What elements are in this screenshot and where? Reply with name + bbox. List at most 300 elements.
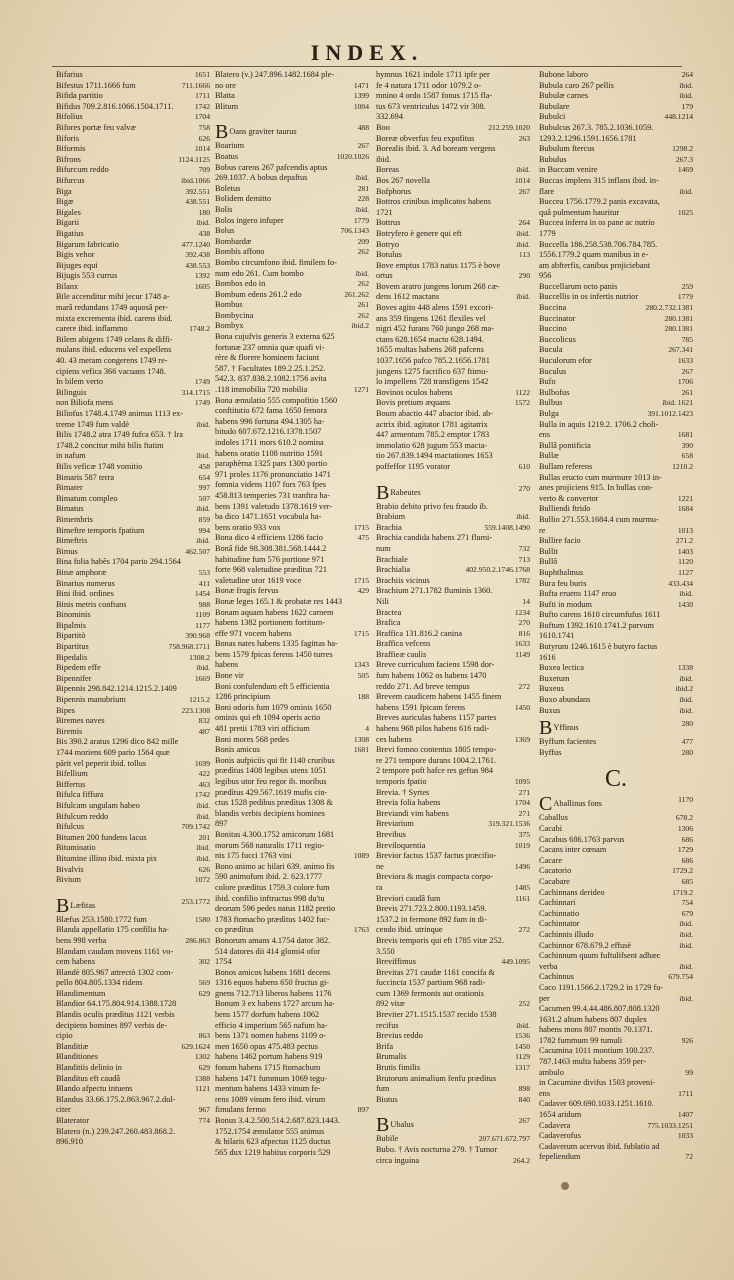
index-entry	[215, 925, 369, 936]
index-entry	[376, 134, 530, 145]
entry-page-refs: ibid.	[196, 811, 210, 821]
entry-term: habens 1591 fpicam ferens	[376, 702, 466, 712]
index-entry	[539, 1099, 693, 1110]
entry-page-refs: 1072	[194, 875, 210, 885]
index-entry	[215, 353, 369, 364]
index-entry	[376, 851, 530, 862]
entry-term: Bijuges equi	[56, 260, 98, 270]
entry-page-refs: 212.259.1020	[488, 122, 530, 132]
entry-term: habens 1462 portum habens 919	[215, 1052, 323, 1062]
entry-term: Bifidus 709.2.816.1066.1504.1711.	[56, 101, 174, 111]
entry-page-refs: ibid.	[679, 80, 693, 90]
index-entry	[56, 674, 210, 685]
index-entry	[215, 205, 369, 216]
entry-page-refs: ibid.	[196, 800, 210, 810]
index-entry	[376, 1063, 530, 1074]
entry-term: Bubula caro 267 pellis	[539, 80, 614, 90]
index-entry	[215, 629, 369, 640]
entry-term: 1744 moriens 609 pario 1564 quæ	[56, 748, 170, 757]
entry-term: conftitutio 672 fama 1650 femora	[215, 406, 327, 416]
title-rule	[52, 66, 682, 67]
index-entry	[539, 144, 693, 155]
index-entry	[376, 925, 530, 936]
entry-page-refs: 610	[518, 461, 530, 471]
entry-term: 787.1463 multa habens 359 per-	[539, 1057, 646, 1067]
entry-term: anes projiciens 915. In bullas con-	[539, 483, 653, 493]
entry-page-refs: 679.754	[668, 972, 693, 982]
entry-term: paraphèrna 1325 pars 1300 portio	[215, 459, 327, 469]
entry-term: Bifurcus	[56, 175, 85, 185]
ink-stain	[561, 1182, 569, 1190]
entry-page-refs: 1343	[353, 660, 369, 670]
entry-page-refs: 280	[681, 719, 693, 729]
index-entry	[215, 904, 369, 915]
index-entry	[56, 579, 210, 590]
entry-term: Breviori caudâ fum	[376, 893, 441, 903]
index-entry	[215, 809, 369, 820]
entry-term: habitudine fum 576 portione 971	[215, 554, 325, 564]
entry-term: Bombycina	[215, 310, 254, 320]
index-entry	[56, 176, 210, 187]
entry-term: Bifurcum reddo	[56, 165, 109, 175]
entry-term: Biformis	[56, 144, 86, 154]
entry-page-refs: 709	[198, 165, 210, 175]
entry-page-refs: 262	[357, 279, 369, 289]
index-entry	[215, 332, 369, 343]
entry-term: Bifulcum reddo	[56, 811, 109, 821]
index-entry	[215, 417, 369, 428]
entry-term: Cachinnator	[539, 919, 580, 929]
entry-page-refs: ibid.	[679, 673, 693, 683]
index-entry	[376, 809, 530, 820]
index-entry	[56, 240, 210, 251]
entry-term: Boarium	[215, 141, 245, 151]
index-entry	[376, 671, 530, 682]
entry-term: pello 804.805.1334 ridens	[56, 978, 143, 988]
index-entry	[215, 311, 369, 322]
index-entry	[376, 703, 530, 714]
entry-page-refs: 263	[518, 133, 530, 143]
index-entry	[539, 462, 693, 473]
entry-term: Boletus	[215, 183, 241, 193]
entry-page-refs: 711.1666	[181, 80, 210, 90]
index-entry	[56, 134, 210, 145]
index-entry	[539, 70, 693, 81]
entry-term: mulans ibid. educens vel expellens	[56, 345, 172, 355]
entry-page-refs: 1122	[515, 387, 530, 397]
entry-term: Aballinus fons	[553, 799, 602, 809]
index-entry	[56, 915, 210, 926]
entry-term: 447 armentum 785.2 emptor 1783	[376, 430, 490, 440]
entry-term: citer	[56, 1105, 71, 1115]
entry-term: cipio	[56, 1031, 73, 1041]
index-entry	[539, 972, 693, 983]
entry-term: Breviter 271.1515.1537 recido 1538	[376, 1010, 497, 1020]
entry-page-refs: 207.671.672.797	[478, 1134, 530, 1144]
entry-page-refs: 449.1095	[501, 957, 530, 967]
entry-term: num edo 261. Cum bombo	[215, 268, 304, 278]
entry-term: prædìtus 429.567.1619 mufis cin-	[215, 787, 328, 797]
entry-page-refs: 375	[518, 829, 530, 839]
entry-term: Brevis 271.723.2.800.1193.1459.	[376, 904, 487, 914]
entry-term: Cadavera	[539, 1120, 571, 1130]
index-entry	[376, 484, 530, 502]
entry-page-refs: 271.2	[675, 536, 693, 546]
index-entry	[376, 798, 530, 809]
entry-term: Biremis	[56, 726, 83, 736]
entry-page-refs: 253.1772	[181, 896, 210, 906]
entry-term: Buxea lectica	[539, 663, 584, 673]
entry-term: 1631.2 altum habens 807 duplex	[539, 1014, 648, 1024]
entry-page-refs: 1742	[194, 790, 210, 800]
entry-page-refs: ibid.	[679, 961, 693, 971]
entry-term: Buccina	[539, 303, 567, 313]
entry-page-refs: 1469	[677, 165, 693, 175]
entry-term: no ore	[215, 80, 236, 90]
entry-term: Caco 1191.1566.2.1729.2 in 1729 fu-	[539, 982, 664, 992]
entry-term: Buccino	[539, 324, 567, 334]
entry-term: Biforis	[56, 133, 80, 143]
index-entry	[56, 610, 210, 621]
index-entry	[376, 533, 530, 544]
index-entry	[376, 1134, 530, 1145]
entry-page-refs: 1706	[677, 377, 693, 387]
entry-page-refs: 391.1012.1423	[647, 409, 693, 418]
index-entry	[215, 819, 369, 830]
index-entry	[215, 512, 369, 523]
entry-term: Brabio debito privo feu fraudo ib.	[376, 501, 488, 511]
entry-term: Blaterator	[56, 1116, 90, 1125]
entry-term: Bitumen 200 fundens lacus	[56, 832, 147, 842]
entry-term: Blando afpectu intuens	[56, 1084, 133, 1094]
entry-term: Bullô	[539, 557, 558, 567]
index-entry	[539, 240, 693, 251]
index-entry	[56, 165, 210, 176]
index-entry	[539, 1142, 693, 1153]
entry-term: Bura feu buris	[539, 578, 587, 588]
entry-term: Bipedem effe	[56, 663, 101, 673]
entry-term: Cachinnatio	[539, 908, 580, 918]
entry-term: Cachinnum quum fuftulifsent adhæc	[539, 951, 661, 961]
entry-term: carere ibid. inflammo	[56, 324, 128, 334]
index-entry	[215, 671, 369, 682]
index-entry	[56, 843, 210, 854]
index-entry	[539, 388, 693, 399]
entry-page-refs: 1711	[195, 91, 210, 101]
entry-term: Bombo circumfono ibid. fimilem fo-	[215, 257, 337, 267]
index-entry	[56, 197, 210, 208]
index-entry	[539, 813, 693, 824]
index-entry	[215, 406, 369, 417]
entry-term: tio 267.839.1494 mactationes 1653	[376, 451, 493, 461]
index-entry	[56, 356, 210, 367]
index-entry	[56, 81, 210, 92]
entry-term: legibus utor feu regor ib. moribus	[215, 777, 327, 786]
index-entry	[56, 790, 210, 801]
entry-term: 332.694	[376, 112, 403, 122]
entry-term: Brevior factus 1537 factus præcifio-	[376, 851, 497, 861]
entry-term: Bullit	[539, 546, 558, 556]
entry-page-refs: 1763	[353, 925, 369, 935]
index-entry	[215, 258, 369, 269]
entry-term: Blandus 33.66.175.2.863.967.2.dul-	[56, 1094, 176, 1104]
entry-term: Biliofus 1748.4.1749 animus 1113 ex-	[56, 409, 184, 418]
entry-term: Biremes naves	[56, 716, 105, 726]
index-entry	[376, 398, 530, 409]
entry-page-refs: 1210.2	[672, 461, 693, 471]
entry-term: Breviffimus	[376, 957, 416, 967]
entry-page-refs: 267.3	[675, 154, 693, 164]
entry-term: Bufta eruens 1147 eruo	[539, 589, 617, 599]
index-entry	[376, 81, 530, 92]
index-entry	[56, 1010, 210, 1021]
entry-page-refs: 1748.2	[189, 324, 210, 334]
entry-term: ra	[376, 882, 383, 892]
drop-capital: B	[376, 1116, 390, 1135]
index-entry	[56, 801, 210, 812]
entry-term: Brachia	[376, 522, 402, 532]
drop-capital: C	[539, 795, 553, 814]
entry-term: Bigis vehor	[56, 250, 95, 260]
index-entry	[539, 589, 693, 600]
index-entry	[56, 631, 210, 642]
index-entry	[376, 441, 530, 452]
entry-term: fuccincta 1537 partium 968 radi-	[376, 978, 486, 988]
index-entry	[215, 1063, 369, 1074]
entry-page-refs: ibid.	[196, 451, 210, 461]
entry-page-refs: 1234	[514, 607, 530, 617]
index-entry	[215, 777, 369, 788]
index-entry	[376, 777, 530, 788]
index-entry	[56, 515, 210, 526]
entry-page-refs: 179	[681, 101, 693, 111]
entry-term: Breves auriculas habens 1157 partes	[376, 713, 497, 723]
entry-page-refs: 840	[518, 1094, 530, 1104]
index-entry	[56, 345, 210, 356]
index-entry	[539, 377, 693, 388]
entry-page-refs: 1749	[194, 377, 210, 387]
entry-term: Cacumen 99.4.44.486.807.808.1320	[539, 1004, 660, 1014]
entry-page-refs: 267.341	[668, 345, 693, 355]
index-entry	[539, 526, 693, 537]
entry-page-refs: 1633	[677, 356, 693, 366]
index-entry	[539, 866, 693, 877]
index-entry	[376, 650, 530, 661]
entry-term: Bonorum amans 4.1754 dator 382.	[215, 935, 331, 945]
entry-term: ens	[539, 430, 551, 440]
entry-page-refs: ibid.	[516, 165, 530, 175]
index-entry	[376, 629, 530, 640]
entry-page-refs: 1302	[194, 1052, 210, 1062]
entry-page-refs: 732	[518, 543, 530, 553]
entry-term: in nafum	[56, 451, 86, 461]
index-entry	[56, 1116, 210, 1127]
entry-term: Blandam caudam movens 1161 vo-	[56, 946, 174, 956]
entry-term: Breviloquentia	[376, 840, 426, 850]
entry-page-refs: 72	[685, 1152, 693, 1162]
entry-term: Buculorum efor	[539, 356, 592, 366]
entry-term: Brutorum animalium fenfu prædìtus	[376, 1073, 497, 1083]
index-entry	[215, 586, 369, 597]
index-entry	[539, 621, 693, 632]
entry-term: Caballus	[539, 813, 569, 823]
entry-term: recifus	[376, 1020, 399, 1030]
index-entry	[56, 999, 210, 1010]
entry-term: Binis metris conftans	[56, 599, 127, 609]
entry-term: cem habens	[56, 957, 95, 967]
index-entry	[539, 547, 693, 558]
entry-term: Bipennifer	[56, 673, 92, 683]
index-entry	[215, 947, 369, 958]
entry-term: Bigarum fabricatio	[56, 239, 119, 249]
index-entry	[56, 1105, 210, 1116]
entry-page-refs: 1025	[677, 207, 693, 217]
entry-term: Binominis	[56, 610, 91, 620]
index-entry	[56, 526, 210, 537]
entry-page-refs: 1124.1125	[178, 154, 210, 164]
entry-term: Bituminatio	[56, 843, 96, 853]
entry-page-refs: ibid.	[196, 419, 210, 429]
index-entry	[539, 515, 693, 526]
entry-page-refs: 1033	[677, 1131, 693, 1141]
index-entry	[539, 719, 693, 737]
entry-page-refs: 816	[518, 628, 530, 638]
entry-page-refs: 758	[198, 122, 210, 132]
index-entry	[215, 851, 369, 862]
index-entry	[56, 737, 210, 748]
entry-page-refs: 272	[518, 925, 530, 935]
index-entry	[376, 724, 530, 735]
entry-page-refs: 654	[198, 472, 210, 482]
entry-page-refs: 180	[198, 207, 210, 217]
index-entry	[56, 642, 210, 653]
entry-page-refs: 458	[198, 461, 210, 471]
index-entry	[376, 314, 530, 325]
entry-page-refs: 477	[681, 737, 693, 747]
entry-term: Bullas eructo cum murmure 1013 in-	[539, 472, 662, 482]
index-entry	[56, 229, 210, 240]
index-entry	[539, 1121, 693, 1132]
index-entry	[376, 830, 530, 841]
index-entry	[56, 70, 210, 81]
index-entry	[539, 81, 693, 92]
entry-page-refs: 1120	[678, 557, 693, 567]
entry-term: Blandimentum	[56, 988, 106, 998]
entry-page-refs: ibid.	[516, 1020, 530, 1030]
entry-term: 892 vitæ	[376, 999, 405, 1009]
entry-page-refs: 262	[357, 247, 369, 257]
index-entry	[539, 1078, 693, 1089]
index-entry	[56, 936, 210, 947]
entry-page-refs: ibid.	[196, 218, 210, 228]
entry-page-refs: ibid.	[196, 853, 210, 863]
entry-page-refs: 754	[681, 898, 693, 908]
index-entry	[376, 70, 530, 81]
entry-term: Brevibus	[376, 829, 406, 839]
index-entry	[376, 597, 530, 608]
entry-term: Blanditiæ	[56, 1041, 89, 1051]
index-entry	[539, 208, 693, 219]
entry-term: Bilis veficæ 1748 vomitio	[56, 461, 143, 471]
entry-term: habens mons 807 montis 70.1371.	[539, 1025, 653, 1035]
entry-term: Breviora & magis compacta corpo-	[376, 872, 494, 882]
entry-term: 481 pretii 1783 viri officium	[215, 724, 310, 734]
index-entry	[376, 968, 530, 979]
entry-page-refs: 629	[198, 988, 210, 998]
entry-page-refs: 438.553	[185, 260, 210, 270]
index-entry	[376, 144, 530, 155]
entry-term: Cachinnor 678.679.2 effusè	[539, 940, 632, 950]
index-column-2	[215, 70, 369, 1230]
index-entry	[56, 759, 210, 770]
entry-page-refs: 488	[357, 123, 369, 133]
entry-page-refs: 228	[357, 194, 369, 204]
entry-page-refs: 462.507	[185, 546, 210, 556]
index-entry	[539, 600, 693, 611]
entry-page-refs: 1089	[353, 851, 369, 861]
entry-term: bens 1371 nomen habens 1109 o-	[215, 1031, 326, 1041]
entry-term: Cachinnus	[539, 972, 575, 982]
entry-page-refs: 264.2	[512, 1155, 530, 1165]
entry-term: Blæfus 253.1580.1772 fum	[56, 914, 147, 924]
index-entry	[56, 430, 210, 441]
index-entry	[539, 824, 693, 835]
entry-page-refs: 1485	[514, 882, 530, 892]
index-entry	[56, 780, 210, 791]
entry-page-refs: 1215.2	[189, 695, 210, 705]
index-entry	[56, 462, 210, 473]
entry-term: ibid. confilio inftructus 998 du'tu	[215, 893, 325, 903]
entry-term: Cacare	[539, 855, 563, 865]
entry-page-refs: 1454	[194, 589, 210, 599]
entry-term: Bulliendi ftrido	[539, 504, 591, 514]
entry-term: Cacans inter cœnam	[539, 845, 607, 855]
entry-term: Bonæ frugis fervus	[215, 586, 279, 596]
entry-term: Bono animo ac hilari 639. animo fis	[215, 861, 335, 871]
index-entry	[539, 1015, 693, 1026]
entry-term: bens 1391 valetudo 1378.1619 ver-	[215, 501, 333, 511]
entry-term: 542.3. 837.838.2.1082.1756 avita	[215, 374, 327, 384]
entry-term: nigri 452 furans 760 jungo 268 ma-	[376, 324, 494, 334]
index-entry	[539, 557, 693, 568]
entry-page-refs: 4	[365, 724, 369, 734]
index-entry	[56, 324, 210, 335]
entry-term: Bubile	[376, 1134, 399, 1144]
index-entry	[376, 904, 530, 915]
entry-term: immolatio 628 jugum 553 macta-	[376, 440, 488, 450]
entry-page-refs: 422	[198, 769, 210, 779]
entry-page-refs: ibid.	[679, 919, 693, 929]
entry-term: Brevitas 271 caudæ 1161 concifa &	[376, 967, 495, 977]
section-gap	[215, 112, 369, 120]
entry-term: Cachinnans derideo	[539, 887, 605, 897]
entry-page-refs: 252	[518, 999, 530, 1009]
entry-term: Cadaverum acervus ibid. fublatio ad	[539, 1141, 660, 1151]
entry-page-refs: 1369	[514, 734, 530, 744]
index-entry	[215, 1095, 369, 1106]
entry-term: am abfterfis, canibus projiciebant	[539, 260, 651, 270]
entry-term: Brumalis	[376, 1052, 407, 1062]
entry-term: Byffus	[539, 747, 562, 757]
index-entry	[539, 1110, 693, 1121]
entry-term: fum habens 1062 os habens 1470	[376, 671, 487, 681]
entry-page-refs: 967	[198, 1105, 210, 1115]
drop-capital: B	[215, 123, 229, 142]
index-entry	[56, 968, 210, 979]
index-entry	[539, 1068, 693, 1079]
entry-term: Bufti in modum	[539, 599, 593, 609]
index-entry	[215, 91, 369, 102]
